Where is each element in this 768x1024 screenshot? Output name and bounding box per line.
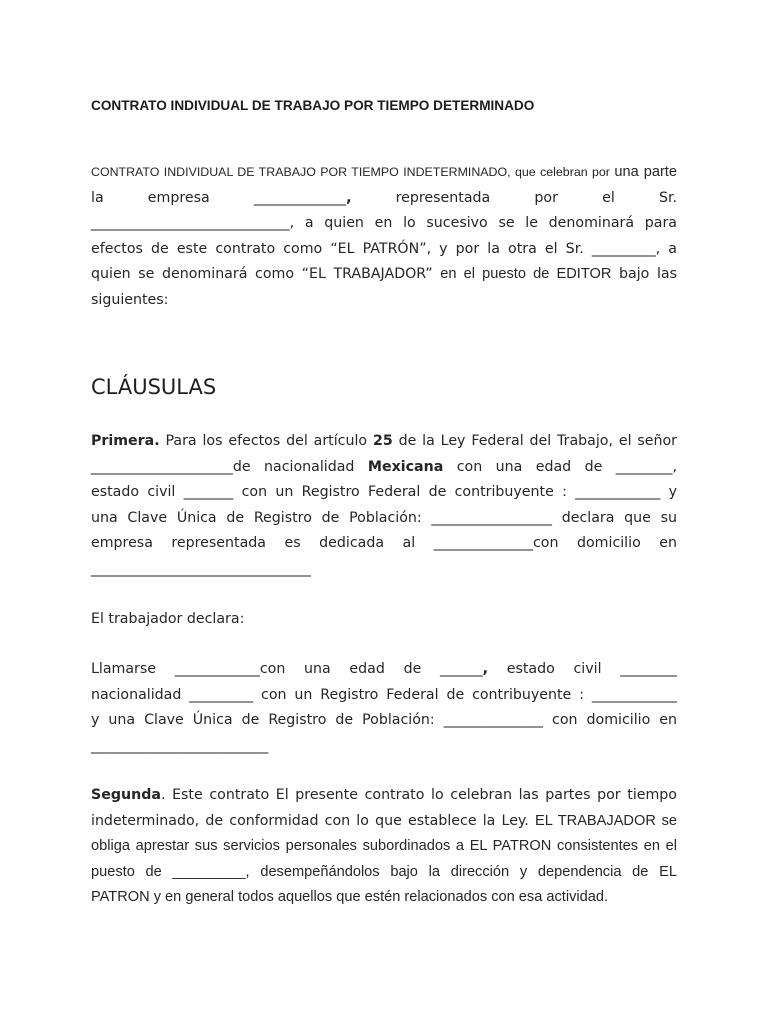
clause-line: Primera. Para los efectos del artículo 25 de la Ley Federal del Trabajo, el señor (91, 433, 677, 449)
clause-line: PATRON y en general todos aquellos que estén relacionados con esa actividad. (91, 889, 609, 905)
intro-line: CONTRATO INDIVIDUAL DE TRABAJO POR TIEMPO INDETERMINADO, que celebran por una parte (91, 164, 677, 180)
clause-line: obliga aprestar sus servicios personales subordinados a EL PATRON consistentes en el (91, 838, 677, 854)
intro-line: la empresa _____________, representada por el Sr. (91, 189, 677, 206)
clause-line: una Clave Única de Registro de Población: _________________ declara que su (91, 509, 677, 526)
clause-line: Segunda. Este contrato El presente contrato lo celebran las partes por tiempo (91, 787, 677, 803)
clause-line: ____________________de nacionalidad Mexicana con una edad de ________, (91, 458, 677, 475)
document-title: CONTRATO INDIVIDUAL DE TRABAJO POR TIEMPO DETERMINADO (91, 98, 535, 113)
clause-line: puesto de _________, desempeñándolos bajo la dirección y dependencia de EL (91, 863, 677, 880)
intro-line: ____________________________, a quien en lo sucesivo se le denominará para (91, 215, 677, 231)
trabajador-header (91, 607, 677, 633)
clause-line: indeterminado, de conformidad con lo que establece la Ley. EL TRABAJADOR se (91, 812, 677, 829)
trabajador-line: _________________________ (91, 737, 269, 754)
clause-line: _______________________________ (91, 560, 311, 577)
intro-line: quien se denominará como “EL TRABAJADOR” en el puesto de EDITOR bajo las (91, 266, 677, 282)
clause-line: estado civil _______ con un Registro Federal de contribuyente : ____________ y (91, 484, 677, 500)
clause-line: empresa representada es dedicada al ______________con domicilio en (91, 535, 677, 551)
trabajador-line: nacionalidad _________ con un Registro Federal de contribuyente : ____________ (91, 686, 677, 703)
clause-primera (91, 429, 677, 582)
trabajador-paragraph (91, 657, 677, 759)
clausulas-heading: CLÁUSULAS (91, 375, 217, 399)
trabajador-line: Llamarse ____________con una edad de ______, estado civil ________ (91, 661, 677, 677)
intro-paragraph (91, 160, 677, 313)
trabajador-header-text: El trabajador declara: (91, 611, 245, 627)
intro-line: siguientes: (91, 291, 169, 308)
clause-segunda (91, 783, 677, 911)
intro-line: efectos de este contrato como “EL PATRÓN”, y por la otra el Sr. _________, a (91, 240, 677, 257)
trabajador-line: y una Clave Única de Registro de Población: ______________ con domicilio en (91, 712, 677, 728)
